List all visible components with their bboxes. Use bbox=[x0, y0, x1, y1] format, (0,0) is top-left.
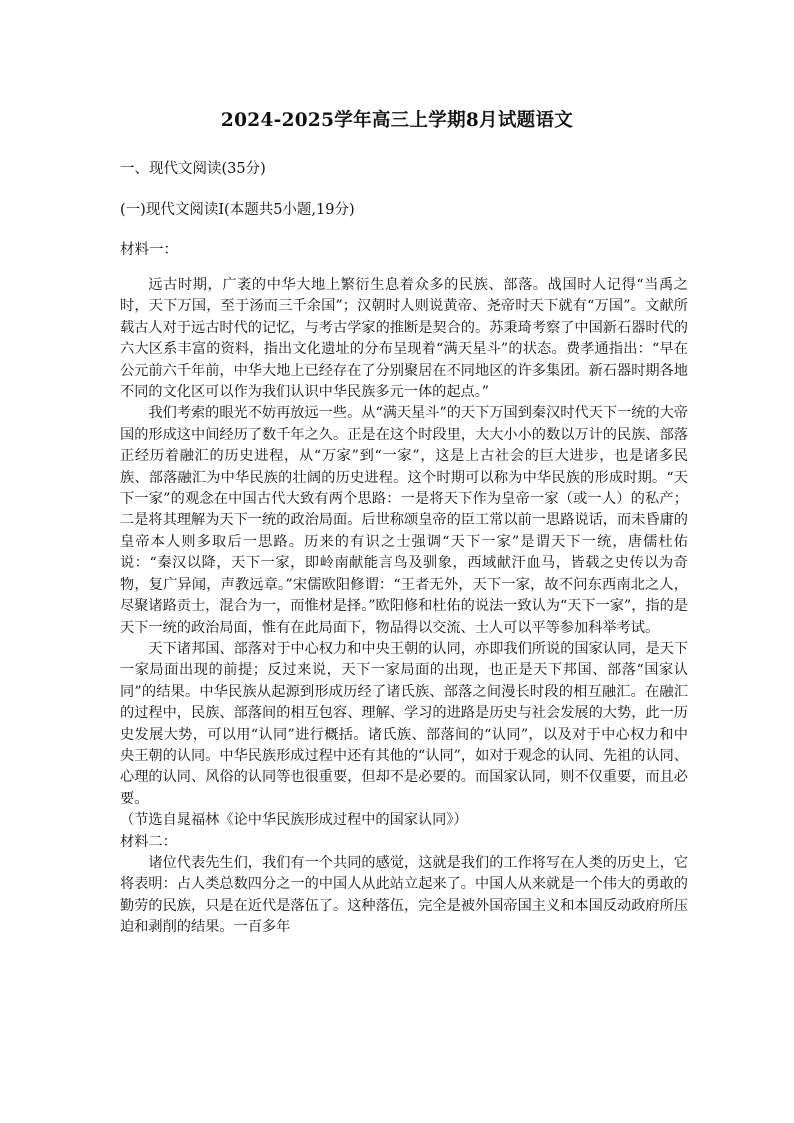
section-heading: 一、现代文阅读(35分) bbox=[120, 161, 266, 177]
material-one-label: 材料一： bbox=[120, 242, 178, 258]
paragraph-3: 天下诸邦国、部落对于中心权力和中央王朝的认同，亦即我们所说的国家认同，是天下一家局面出现的前提；反过来说，天下一家局面的出现，也正是天下邦国、部落“国家认同”的结果。中华民族从起源到形成历经了诸氏族、部落之间漫长时段的相互融汇。在融汇的过程中，民族、部落间的相互包容、理解、学习的进路是历史与社会发展的大势，此一历史发展大势，可以用“认同”进行概括。诸氏族、部落间的“认同”，以及对于中心权力和中央王朝的认同。中华民族形成过程中还有其他的“认同”，如对于观念的认同、先祖的认同、心理的认同、风俗的认同等也很重要，但却不是必要的。而国家认同，则不仅重要，而且必要。 bbox=[120, 640, 688, 807]
paragraph-2: 我们考索的眼光不妨再放远一些。从“满天星斗”的天下万国到秦汉时代天下一统的大帝国的形成这中间经历了数千年之久。正是在这个时段里，大大小小的数以万计的民族、部落正经历着融汇的历史进程，从“万家”到“一家”，这是上古社会的巨大进步，也是诸多民族、部落融汇为中华民族的壮阔的历史进程。这个时期可以称为中华民族的形成时期。“天下一家”的观念在中国古代大致有两个思路：一是将天下作为皇帝一家（或一人）的私产；二是将其理解为天下一统的政治局面。后世称颂皇帝的臣工常以前一思路说话，而未昏庸的皇帝本人则多取后一思路。历来的有识之士强调“天下一家”是谓天下一统，唐儒杜佑说：“秦汉以降，天下一家，即岭南献能言鸟及驯象，西域献汗血马，皆载之史传以为奇物，复广异闻，声教远章。”宋儒欧阳修谓：“王者无外，天下一家，故不问东西南北之人，尽聚诸路贡士，混合为一，而惟材是择。”欧阳修和杜佑的说法一致认为“天下一家”，指的是天下一统的政治局面，惟有在此局面下，物品得以交流、士人可以平等参加科举考试。 bbox=[120, 405, 688, 636]
paragraph-1: 远古时期，广袤的中华大地上繁衍生息着众多的民族、部落。战国时人记得“当禹之时，天下万国，至于汤而三千余国”；汉朝时人则说黄帝、尧帝时天下就有“万国”。文献所载古人对于远古时代的记忆，与考古学家的推断是契合的。苏秉琦考察了中国新石器时代的六大区系丰富的资料，指出文化遗址的分布呈现着“满天星斗”的状态。费孝通指出：“早在公元前六千年前，中华大地上已经存在了分别聚居在不同地区的许多集团。新石器时期各地不同的文化区可以作为我们认识中华民族多元一体的起点。” bbox=[120, 277, 688, 401]
source-citation: （节选自晁福林《论中华民族形成过程中的国家认同》） bbox=[120, 812, 468, 829]
subsection-heading: (一)现代文阅读Ⅰ(本题共5小题,19分) bbox=[120, 202, 355, 218]
document-title: 2024-2025学年高三上学期8月试题语文 bbox=[220, 110, 574, 131]
material-two-label: 材料二： bbox=[120, 833, 177, 850]
paragraph-4: 诸位代表先生们，我们有一个共同的感觉，这就是我们的工作将写在人类的历史上，它将表明：占人类总数四分之一的中国人从此站立起来了。中国人从来就是一个伟大的勇敢的勤劳的民族，只是在近代是落伍了。这种落伍，完全是被外国帝国主义和本国反动政府所压迫和剥削的结果。一百多年 bbox=[120, 854, 688, 936]
article-body bbox=[120, 275, 688, 939]
